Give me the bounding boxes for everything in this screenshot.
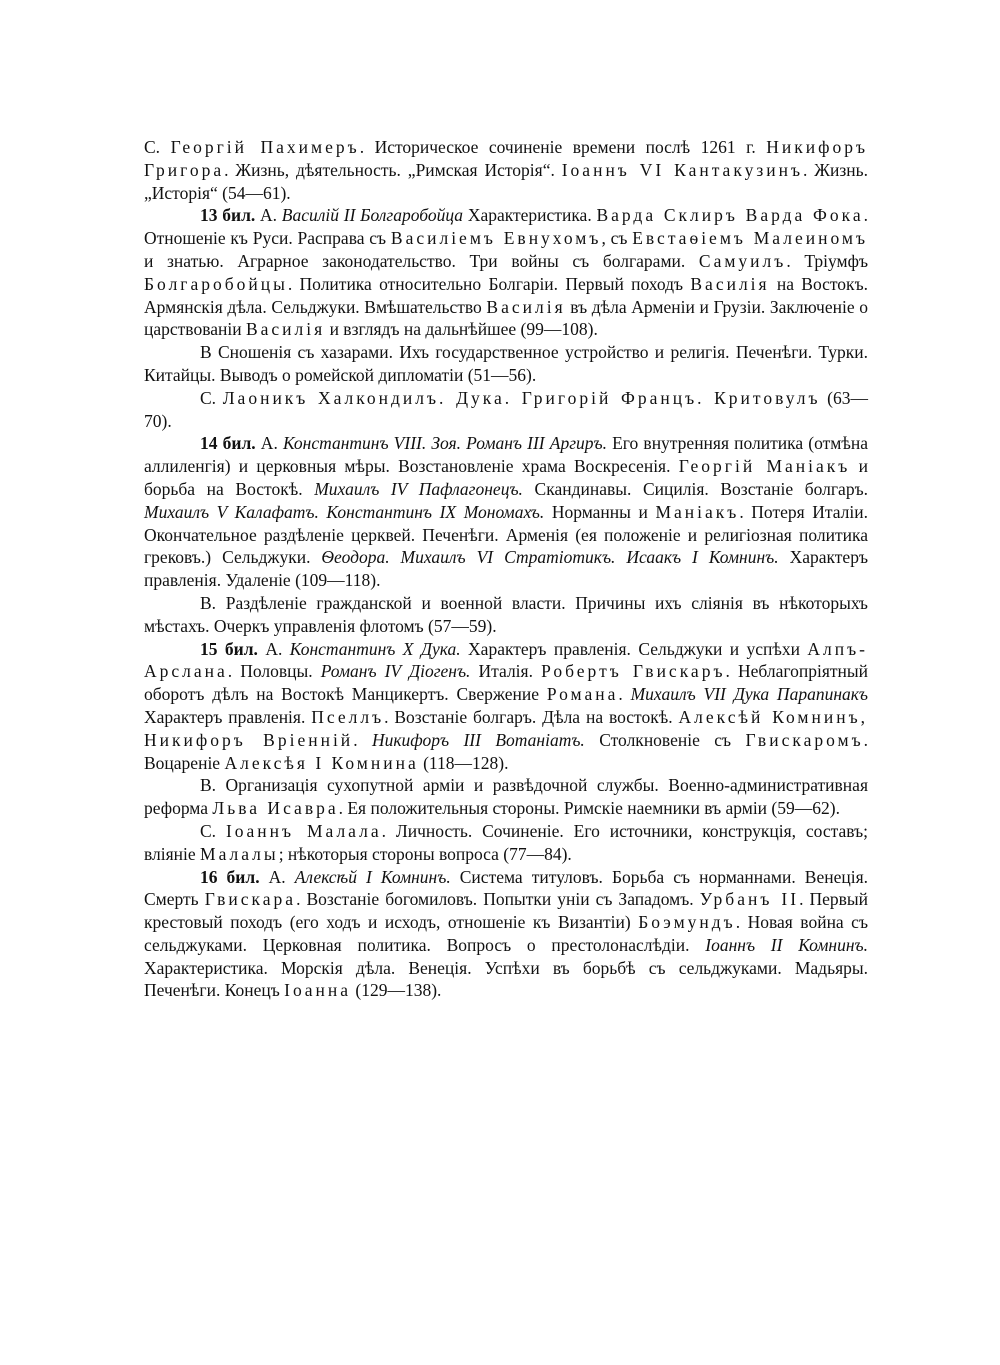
text-run: Самуилъ [698,250,787,271]
text-run: Система титуловъ. Борьба съ норманнами. Венеція. Смерть [144,866,869,910]
text-run: и взглядъ на дальнѣйшее (99—108). [325,319,598,340]
paragraph-p3 [144,341,868,387]
text-run: Никифоръ III Вотаніатъ. [371,729,585,750]
text-run: C. [200,387,223,408]
text-run: Скандинавы. Сицилія. Возстаніе болгаръ. [522,478,868,499]
paragraph-p10 [144,866,868,1003]
text-run: Михаилъ IV Пафлагонецъ. [314,478,523,499]
text-run: Боэмундъ [638,912,736,933]
text-run: Евстаѳіемъ Малеиномъ [632,228,868,249]
paragraph-p1 [144,136,868,204]
text-run: Урбанъ II [699,889,800,910]
text-run: . Потеря Италіи. Окончательное раздѣленіе церквей. Печенѣги. Арменія (ея положеніе и религіозная политика грековъ.) Сельджуки. [144,501,868,568]
paragraph-p4 [144,387,868,433]
paragraph-p7 [144,638,868,775]
text-run: Константинъ VIII. Зоя. Романъ III Аргиръ. [282,433,607,454]
paragraph-p8 [144,774,868,820]
text-run: Никифоръ Григора [144,137,868,180]
text-run: 13 бил. [200,205,256,226]
text-run: Михаилъ V Калафатъ. Константинъ IX Мономахъ. [144,501,545,522]
text-run: Георгій Маніакъ [678,456,851,477]
text-run: Робертъ Гвискаръ [541,661,726,682]
text-run: C. [200,820,226,841]
text-run: . [618,684,631,705]
text-run: Льва Исавра [212,798,339,819]
text-run: Лаоникъ Халкондилъ. Дука. Григорій Францъ. Критовулъ [222,387,821,408]
text-run: ; нѣкоторыя стороны вопроса (77—84). [278,843,572,864]
text-run: Болгаробойцы [144,273,288,294]
text-run: . Неблагопріятный оборотъ дѣлъ на Востокѣ Манцикертъ. Свержение [144,661,869,705]
text-run: . Историческое сочиненіе времени послѣ 1261 г. [359,137,767,157]
text-run: Варда Склиръ Варда Фока [596,205,864,226]
text-run: 16 бил. [200,866,260,887]
text-run: Ѳеодора. Михаилъ VI Стратіотикъ. Исаакъ I Комнинъ. [321,547,779,568]
text-run: . Новая война съ сельджуками. Церковная политика. Вопросъ о престолонаслѣдіи. [144,912,868,955]
text-run: Іоанна [284,980,352,1001]
text-run: Маніакъ [655,501,740,522]
text-run: . Воцареніе [144,729,869,773]
text-run: Гвискара [204,889,297,910]
text-run: (63—70). [144,387,868,431]
text-run: Характеръ правленія. Удаленіе (109—118). [144,547,868,591]
document-text [144,136,868,1002]
text-run: на Востокъ. Армянскія дѣла. Сельджуки. Вмѣшательство [144,273,868,317]
text-run: и борьба на Востокѣ. [144,456,868,499]
text-run: A. [255,433,283,454]
text-run: Характеристика. Морскія дѣла. Венеція. Успѣхи въ борьбѣ съ сельджуками. Мадьяры. Печенѣги. Конецъ [144,957,868,1001]
text-run: Малалы [200,843,279,864]
text-run: Іоаннъ VI Кантакузинъ [561,159,804,180]
text-run: Іоаннъ Малала [225,820,382,841]
text-run: Пселлъ [311,706,385,727]
text-run: (129—138). [351,980,442,1001]
text-run: . Личность. Сочиненіе. Его источники, конструкція, составъ; вліяніе [144,820,868,864]
paragraph-p2 [144,204,868,341]
text-run: Романа [546,684,619,705]
text-run: . Отношеніе къ Руси. Расправа съ [144,205,868,249]
text-run: Гвискаромъ [745,729,864,750]
text-run: Алексѣй Комнинъ, Никифоръ Вріенній [144,706,869,750]
text-run: Михаилъ VII Дука Парапинакъ [630,684,869,705]
paragraph-p6 [144,592,868,638]
text-run: Столкновеніе съ [584,729,746,750]
text-run: . Возстаніе богомиловъ. Попытки уніи съ Западомъ. [296,889,700,910]
text-run: A. [259,866,295,887]
text-run: B. Раздѣленіе гражданской и военной власти. Причины ихъ сліянія въ нѣкоторыхъ мѣстахъ. Очеркъ управленія флотомъ (57—59). [144,592,868,636]
text-run: Алпъ-Арслана [144,638,869,682]
text-run: Іоаннъ II Комнинъ. [705,934,868,955]
text-run: . Возстаніе болгаръ. Дѣла на востокѣ. [384,706,679,727]
text-run: Его внутренняя политика (отмѣна аллиленгія) и церковныя мѣры. Возстановленіе храма Воскресенія. [144,433,868,477]
text-run: C. [144,137,171,157]
text-run: , съ [601,228,633,249]
text-run: . Политика относительно Болгаріи. Первый походъ [287,273,691,294]
paragraph-p5 [144,432,868,592]
text-run: Алексѣй I Комнинъ. [294,866,451,887]
text-run: A. [255,205,282,226]
text-run: Характеръ правленія. Сельджуки и успѣхи [460,638,808,659]
text-run: . Половцы. [227,661,321,682]
text-run: Василій II Болгаробойца [281,205,464,226]
text-run: B. Организація сухопутной арміи и развѣдочной службы. Военно-административная реформа [144,775,868,819]
text-run: Василія [486,296,566,317]
paragraph-p9 [144,820,868,866]
text-run: . Первый крестовый походъ (его ходъ и исходъ, отношеніе къ Византіи) [144,889,868,933]
text-run: Георгій Пахимеръ [170,137,360,157]
text-run: Алексѣя I Комнина [224,752,419,773]
text-run: Василіемъ Евнухомъ [390,228,602,249]
text-run: (118—128). [418,752,509,773]
text-run: A. [257,638,290,659]
text-run: Константинъ X Дука. [289,638,461,659]
text-run: Василія [690,273,770,294]
text-run: Норманны и [544,501,656,522]
text-run: и знатью. Аграрное законодательство. Три войны съ болгарами. [144,250,699,271]
text-run: Характеръ правленія. [144,706,312,727]
text-run: 15 бил. [200,638,258,659]
text-run: . Жизнь, дѣятельность. „Римская Исторія“. [224,159,562,180]
text-run: Романъ IV Діогенъ. [320,661,471,682]
text-run: Характеристика. [463,205,597,226]
text-run: Василія [245,319,326,340]
text-run: B Сношенія съ хазарами. Ихъ государственное устройство и религія. Печенѣги. Турки. Китайцы. Выводъ о ромейской дипломатіи (51—56). [144,342,868,385]
text-run: . Жизнь. „Исторія“ (54—61). [144,159,868,203]
text-run: . Тріумфъ [786,250,868,271]
text-run: Италія. [470,661,542,682]
text-run: . Ея положительныя стороны. Римскіе наемники въ арміи (59—62). [338,798,840,819]
text-run: 14 бил. [200,433,256,454]
text-run: въ дѣла Арменіи и Грузіи. Заключеніе о царствованіи [144,296,868,340]
text-run: . [353,729,372,750]
